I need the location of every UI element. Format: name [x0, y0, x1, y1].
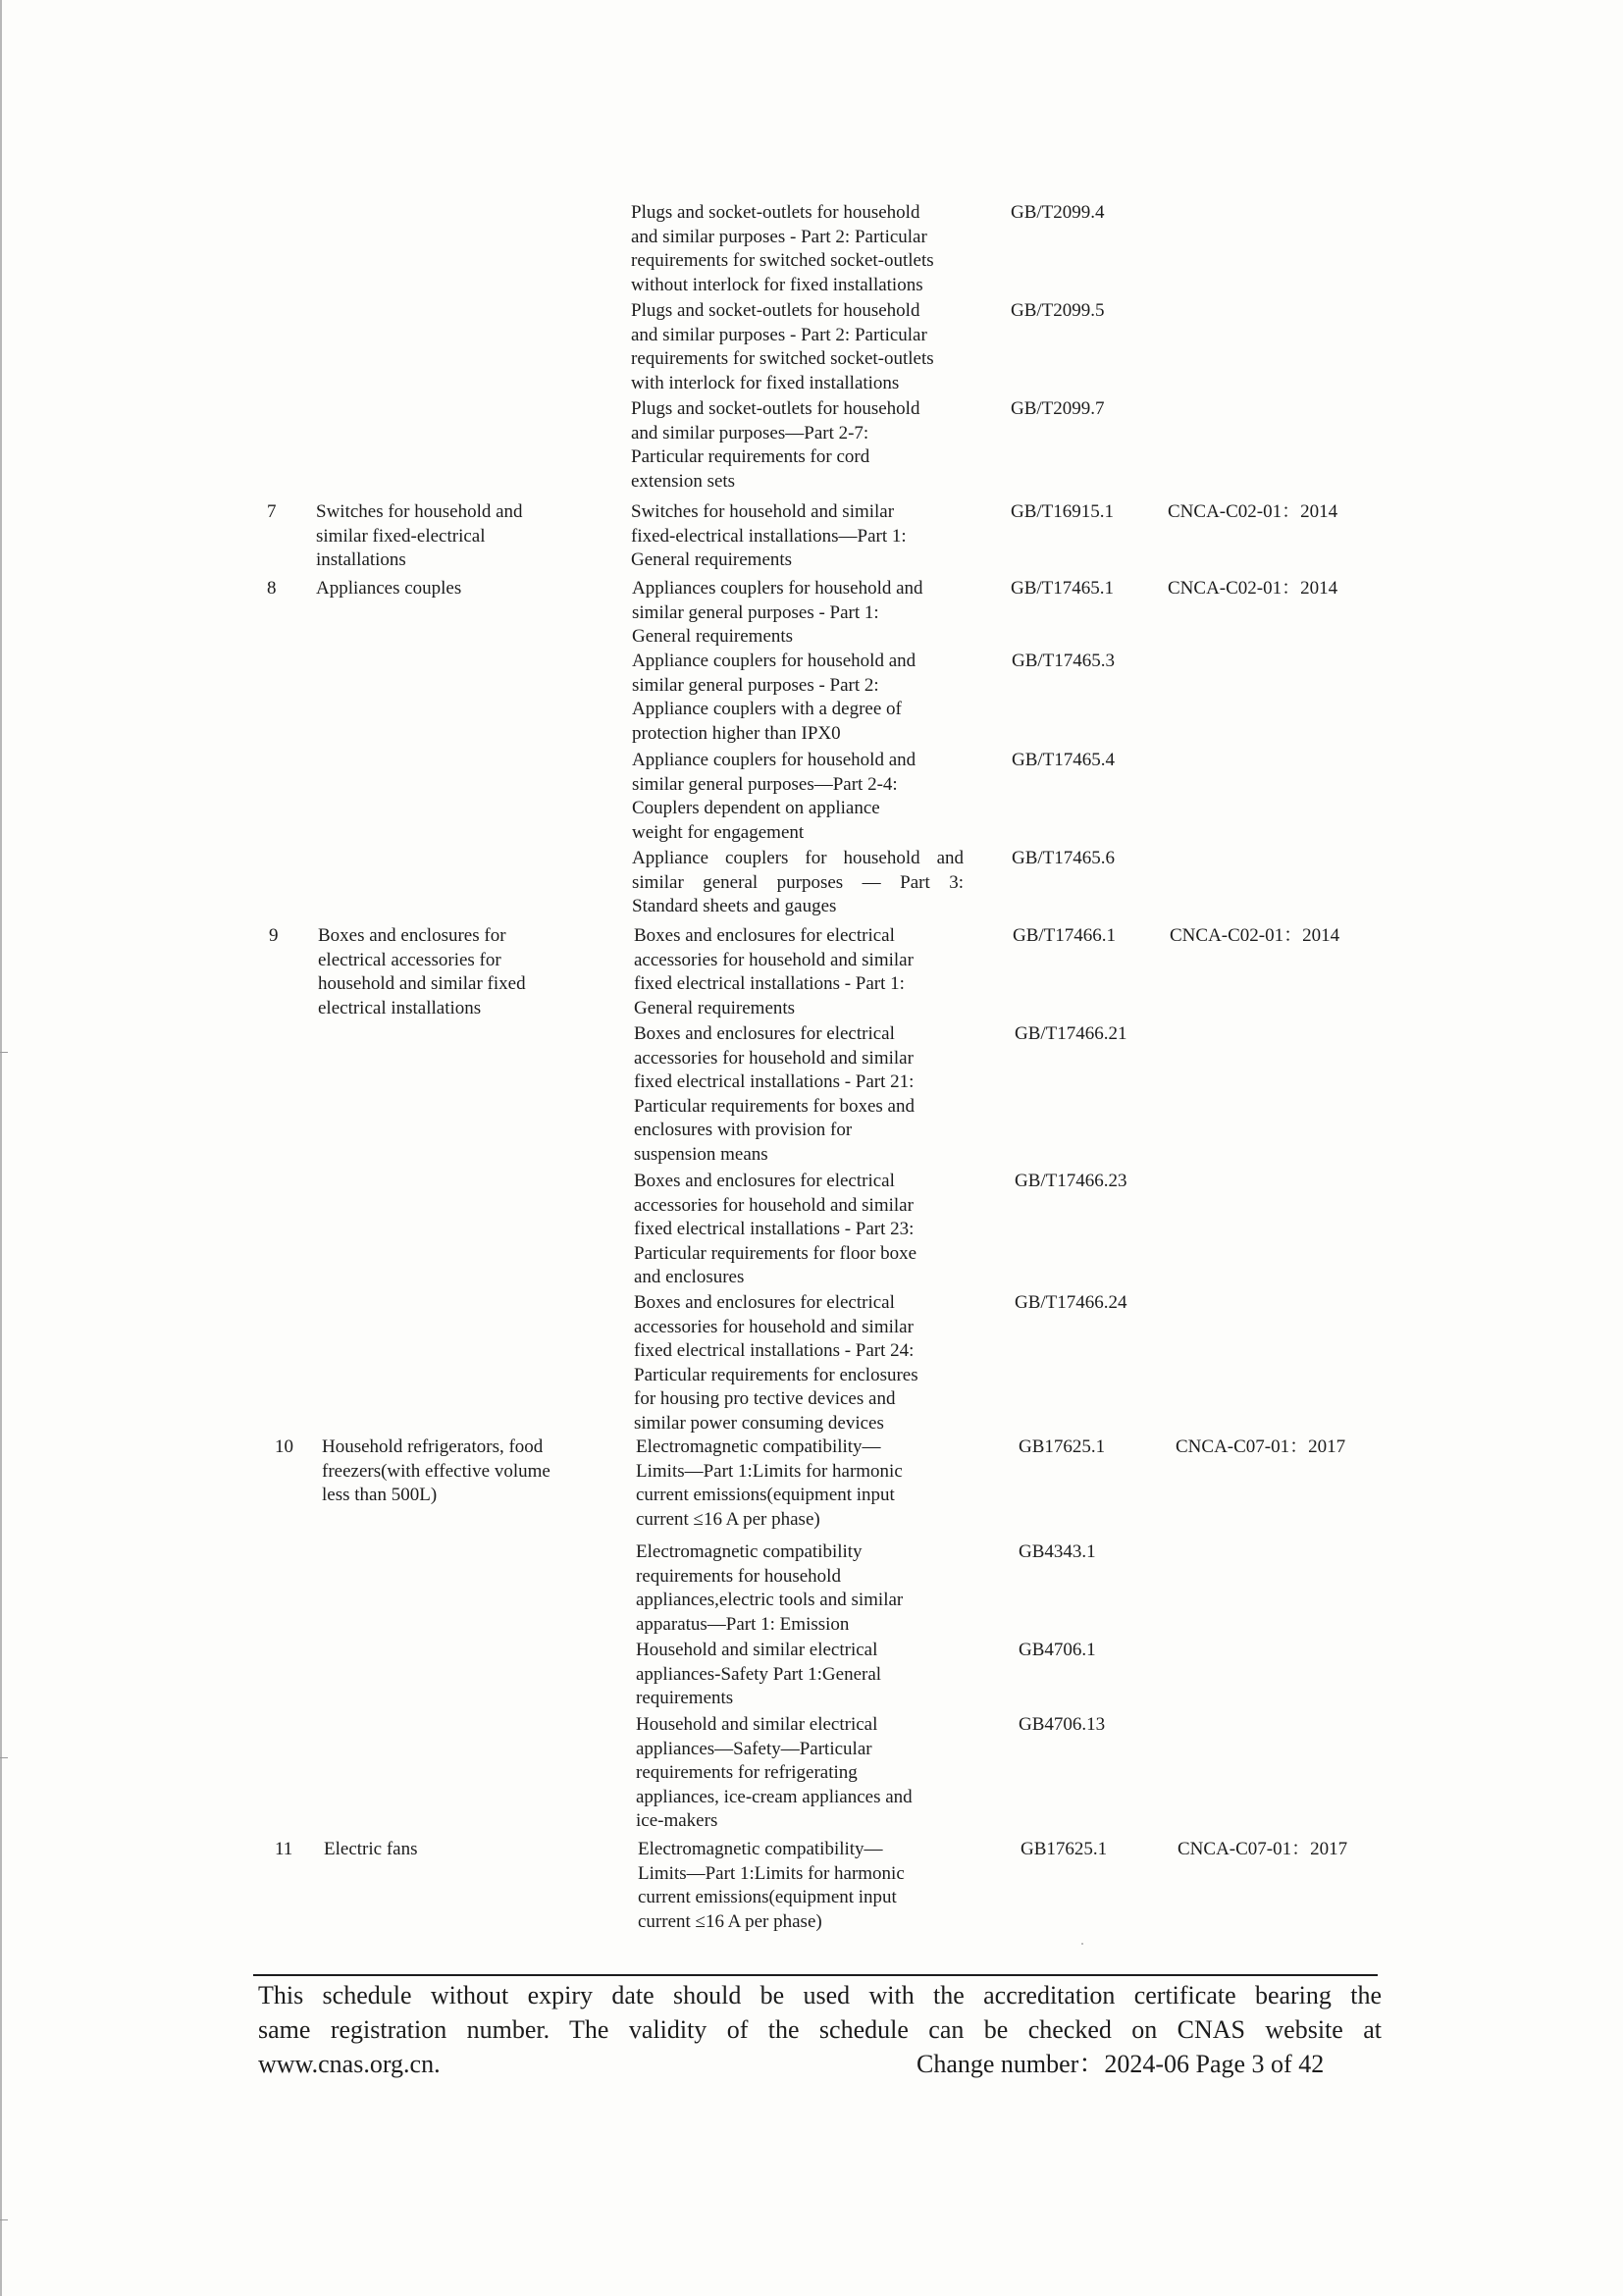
standard-number: GB4343.1: [1019, 1541, 1096, 1562]
change-number-page-number: Change number：2024-06 Page 3 of 42: [916, 2050, 1325, 2078]
product-name: [316, 577, 461, 601]
schedule-row: [0, 500, 1623, 570]
standard-number: GB4706.1: [1019, 1640, 1096, 1660]
standard-title: [634, 924, 914, 1020]
cell-line: Couplers dependent on appliance: [632, 798, 880, 818]
cell-line: requirements for switched socket-outlets: [631, 348, 934, 369]
cell-line: ice-makers: [636, 1810, 718, 1831]
cell-line: Standard sheets and gauges: [632, 896, 837, 916]
standard-title: [636, 1540, 903, 1637]
certification-rule: CNCA-C02-01：2014: [1170, 925, 1340, 946]
cell-line: protection higher than IPX0: [632, 722, 841, 744]
schedule-row: [0, 1170, 1623, 1287]
cell-line: Electromagnetic compatibility—: [638, 1839, 883, 1859]
certification-rule: CNCA-C07-01：2017: [1178, 1839, 1348, 1859]
standard-title: [634, 1022, 915, 1167]
cell-line: Plugs and socket-outlets for household: [631, 300, 920, 321]
cell-line: Appliances couples: [316, 578, 462, 599]
cell-line: Switches for household and: [316, 501, 523, 522]
schedule-row: [0, 201, 1623, 295]
schedule-footer: [258, 1978, 1382, 2081]
cell-line: General requirements: [632, 626, 794, 647]
cell-line: similar general purposes—Part 2-4:: [632, 773, 898, 795]
cell-line: current ≤16 A per phase): [636, 1508, 820, 1530]
cell-line: freezers(with effective volume: [322, 1460, 550, 1482]
cell-line: and similar purposes - Part 2: Particular: [631, 324, 927, 345]
standard-title: [636, 1435, 903, 1532]
cell-line: current emissions(equipment input: [636, 1485, 895, 1505]
standard-number: GB/T2099.4: [1011, 202, 1105, 223]
cell-line: Appliance couplers for household and: [632, 750, 916, 770]
schedule-row: [0, 397, 1623, 492]
cell-line: Boxes and enclosures for electrical: [634, 1171, 895, 1191]
cell-line: and similar purposes—Part 2-7:: [631, 422, 869, 444]
cell-line: fixed electrical installations - Part 23:: [634, 1219, 915, 1239]
product-name: [316, 500, 523, 573]
schedule-row: [0, 847, 1623, 916]
cell-line: requirements for switched socket-outlets: [631, 250, 934, 271]
cell-line: electrical accessories for: [318, 949, 501, 970]
cell-line: Limits—Part 1:Limits for harmonic: [638, 1862, 905, 1884]
certification-rule: CNCA-C07-01：2017: [1176, 1436, 1346, 1457]
schedule-row: [0, 650, 1623, 744]
cell-line: and enclosures: [634, 1267, 745, 1287]
standard-number: GB/T16915.1: [1011, 501, 1115, 522]
standard-number: GB/T17466.21: [1015, 1023, 1127, 1044]
cell-line: Electromagnetic compatibility: [636, 1541, 863, 1562]
cell-line: accessories for household and similar: [634, 949, 914, 970]
cell-line: General requirements: [634, 997, 796, 1018]
cell-line: Appliance couplers for household and: [632, 848, 964, 868]
standard-number: GB/T2099.7: [1011, 398, 1105, 419]
footer-validity-line-1: This schedule without expiry date should be used with the accreditation certificate bearing the: [258, 1981, 1382, 2009]
cell-line: Appliances couplers for household and: [632, 578, 923, 599]
schedule-row: [0, 749, 1623, 843]
cell-line: current ≤16 A per phase): [638, 1910, 822, 1932]
standard-number: GB/T17466.23: [1015, 1171, 1127, 1191]
standard-number: GB/T17465.1: [1011, 578, 1115, 599]
cell-line: Boxes and enclosures for electrical: [634, 1023, 895, 1044]
standard-title: [631, 201, 934, 297]
certification-rule: CNCA-C02-01：2014: [1168, 578, 1338, 599]
scan-edge-mark: [0, 2219, 8, 2220]
standard-number: GB17625.1: [1019, 1436, 1106, 1457]
cell-line: Household and similar electrical: [636, 1640, 878, 1660]
cell-line: electrical installations: [318, 997, 482, 1018]
schedule-row: [0, 1540, 1623, 1635]
cell-line: Particular requirements for boxes and: [634, 1095, 915, 1117]
schedule-row: [0, 1022, 1623, 1165]
standard-title: [634, 1170, 916, 1290]
cell-line: accessories for household and similar: [634, 1316, 914, 1337]
cell-line: current emissions(equipment input: [638, 1887, 897, 1907]
schedule-row: [0, 1291, 1623, 1434]
schedule-row: [0, 924, 1623, 1018]
cell-line: Particular requirements for floor boxe: [634, 1242, 917, 1264]
standard-number: GB17625.1: [1021, 1839, 1108, 1859]
cnas-website-url: www.cnas.org.cn.: [258, 2050, 441, 2078]
standard-number: GB/T2099.5: [1011, 300, 1105, 321]
standard-number: GB/T17466.24: [1015, 1292, 1127, 1313]
footer-divider: [253, 1974, 1378, 1976]
standard-title: [636, 1639, 881, 1711]
cell-line: apparatus—Part 1: Emission: [636, 1613, 850, 1635]
item-number: 8: [267, 578, 277, 599]
cell-line: appliances,electric tools and similar: [636, 1590, 904, 1610]
cell-line: enclosures with provision for: [634, 1120, 853, 1140]
item-number: 7: [267, 501, 277, 522]
cell-line: Appliance couplers for household and: [632, 651, 916, 671]
schedule-row: [0, 1639, 1623, 1708]
cell-line: Boxes and enclosures for: [318, 925, 506, 946]
cell-line: appliances, ice-cream appliances and: [636, 1786, 913, 1807]
cell-line: fixed electrical installations - Part 24:: [634, 1340, 915, 1361]
certification-rule: CNCA-C02-01：2014: [1168, 501, 1338, 522]
cell-line: similar fixed-electrical: [316, 525, 486, 547]
standard-title: [636, 1713, 913, 1834]
schedule-row: [0, 1435, 1623, 1530]
cell-line: without interlock for fixed installations: [631, 274, 923, 295]
cell-line: suspension means: [634, 1143, 768, 1165]
cell-line: fixed electrical installations - Part 1:: [634, 973, 905, 994]
cell-line: Limits—Part 1:Limits for harmonic: [636, 1460, 903, 1482]
cell-line: requirements for refrigerating: [636, 1762, 858, 1783]
cell-line: with interlock for fixed installations: [631, 372, 900, 393]
cell-line: extension sets: [631, 470, 736, 492]
cell-line: similar general purposes — Part 3:: [632, 871, 964, 893]
cell-line: Particular requirements for enclosures: [634, 1364, 918, 1385]
schedule-row: [0, 577, 1623, 647]
cell-line: for housing pro tective devices and: [634, 1388, 896, 1409]
cell-line: accessories for household and similar: [634, 1047, 914, 1069]
cell-line: and similar purposes - Part 2: Particular: [631, 226, 927, 247]
product-name: [324, 1838, 417, 1862]
cell-line: accessories for household and similar: [634, 1194, 914, 1216]
cell-line: weight for engagement: [632, 821, 805, 843]
cell-line: Boxes and enclosures for electrical: [634, 1292, 895, 1313]
footer-last-line: [258, 2047, 1382, 2081]
product-name: [322, 1435, 550, 1508]
cell-line: requirements for household: [636, 1565, 841, 1587]
cell-line: Electromagnetic compatibility—: [636, 1436, 881, 1457]
cell-line: household and similar fixed: [318, 973, 526, 994]
cell-line: Particular requirements for cord: [631, 446, 870, 467]
product-name: [318, 924, 526, 1020]
cell-line: Switches for household and similar: [631, 501, 895, 522]
item-number: 9: [269, 925, 279, 946]
cell-line: General requirements: [631, 549, 793, 570]
standard-number: GB/T17465.4: [1012, 750, 1116, 770]
standard-title: [632, 577, 923, 650]
cell-line: similar general purposes - Part 1:: [632, 601, 879, 623]
cell-line: requirements: [636, 1688, 734, 1708]
cell-line: appliances-Safety Part 1:General: [636, 1663, 882, 1685]
standard-title: [632, 650, 916, 746]
cell-line: less than 500L): [322, 1485, 438, 1505]
cell-line: appliances—Safety—Particular: [636, 1738, 872, 1759]
standard-title: [631, 299, 934, 395]
cell-line: Boxes and enclosures for electrical: [634, 925, 895, 946]
cell-line: Electric fans: [324, 1839, 418, 1859]
standard-title: [631, 397, 919, 494]
item-number: 11: [275, 1839, 293, 1859]
standard-number: GB4706.13: [1019, 1714, 1106, 1735]
standard-number: GB/T17465.6: [1012, 848, 1116, 868]
footer-validity-line-2: same registration number. The validity of the schedule can be checked on CNAS website at: [258, 2015, 1382, 2044]
cell-line: installations: [316, 549, 406, 570]
standard-title: [632, 847, 964, 919]
standard-title: [631, 500, 907, 573]
standard-number: GB/T17465.3: [1012, 651, 1116, 671]
item-number: 10: [275, 1436, 293, 1457]
cell-line: Plugs and socket-outlets for household: [631, 398, 920, 419]
cell-line: similar power consuming devices: [634, 1412, 884, 1434]
standard-title: [638, 1838, 905, 1934]
standard-title: [634, 1291, 918, 1435]
cell-line: Household refrigerators, food: [322, 1436, 544, 1457]
schedule-row: [0, 1838, 1623, 1932]
cell-line: fixed electrical installations - Part 21:: [634, 1071, 915, 1092]
schedule-row: [0, 1713, 1623, 1831]
cell-line: Household and similar electrical: [636, 1714, 878, 1735]
standard-title: [632, 749, 916, 845]
cell-line: fixed-electrical installations—Part 1:: [631, 525, 907, 547]
cell-line: Plugs and socket-outlets for household: [631, 202, 920, 223]
cell-line: Appliance couplers with a degree of: [632, 699, 902, 719]
cell-line: similar general purposes - Part 2:: [632, 674, 879, 696]
standard-number: GB/T17466.1: [1013, 925, 1117, 946]
schedule-row: [0, 299, 1623, 393]
